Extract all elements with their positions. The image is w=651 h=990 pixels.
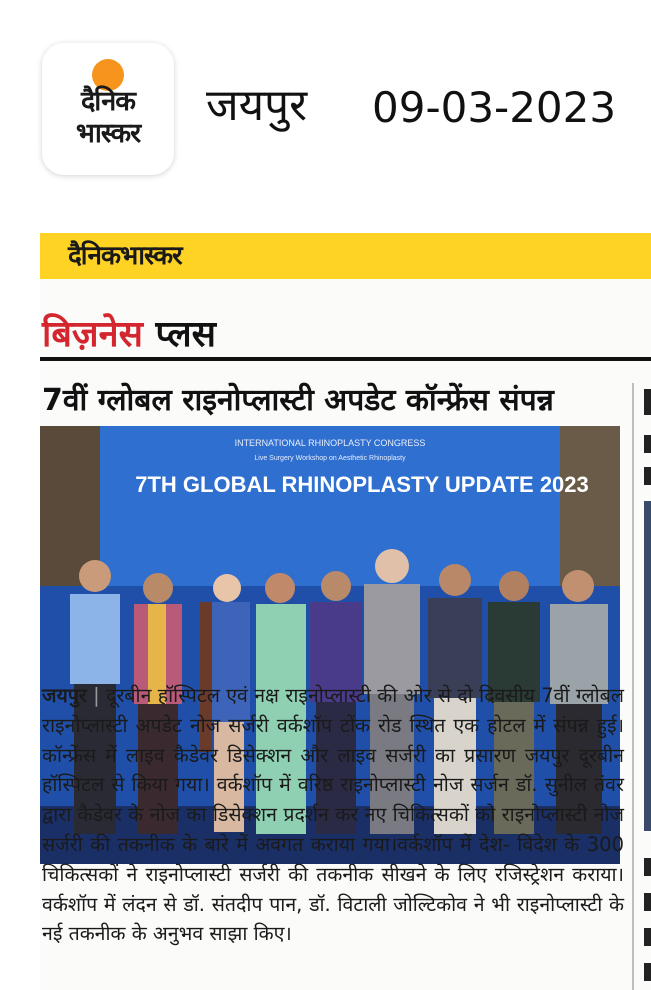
dateline-separator: | <box>86 684 107 707</box>
clipping-header <box>0 0 651 200</box>
article-headline: 7वीं ग्लोबल राइनोप्लास्टी अपडेट कॉन्फ्रेंस संपन्न <box>42 383 554 418</box>
adjacent-column-fragment <box>644 383 651 990</box>
article-body <box>42 681 624 949</box>
masthead-band <box>40 233 651 279</box>
banner-top-text: INTERNATIONAL RHINOPLASTY CONGRESS <box>234 438 426 448</box>
section-rule <box>40 357 651 361</box>
edition-date: 09-03-2023 <box>372 83 617 132</box>
banner-title-text: 7TH GLOBAL RHINOPLASTY UPDATE 2023 <box>135 472 589 497</box>
section-title-red: बिज़नेस <box>42 314 143 355</box>
article-body-text: दूरबीन हॉस्पिटल एवं नक्ष राइनोप्लास्टी की ओर से दो दिवसीय 7वीं ग्लोबल राइनोप्लास्टी अपडेट नोज सर्जरी वर्कशॉप टोंक रोड स्थित एक होटल में संपन्न हुई। कॉन्फ्रेंस में लाइव कैडेवर डिसेक्शन और लाइव सर्जरी का प्रसारण जयपुर दूरबीन हॉस्पिटल से किया गया। वर्कशॉप में वरिष्ठ राइनोप्लास्टी नोज सर्जन डॉ. सुनील तंवर द्वारा कैडेवर के नोज का डिसेक्शन प्रदर्शन कर नए चिकित्सकों को राइनोप्लास्टी नोज सर्जरी की तकनीक के बारे में अवगत कराया गया।वर्कशॉप में देश- विदेश के 300 चिकित्सकों ने राइनोप्लास्टी सर्जरी की तकनीक सीखने के लिए रजिस्ट्रेशन कराया। वर्कशॉप में लंदन से डॉ. संतदीप पान, डॉ. विटाली जोल्टिकोव ने भी राइनोप्लास्टी के नई तकनीक के अनुभव साझा किए। <box>42 684 625 946</box>
article-dateline: जयपुर <box>42 684 87 707</box>
logo-text-line1: दैनिक <box>80 86 136 117</box>
logo-text-line2: भास्कर <box>75 118 141 149</box>
edition-city: जयपुर <box>206 80 308 131</box>
banner-sub-text: Live Surgery Workshop on Aesthetic Rhinoplasty <box>254 455 406 462</box>
event-banner <box>100 426 560 586</box>
masthead-title: दैनिकभास्कर <box>68 241 182 271</box>
dainik-bhaskar-logo <box>42 43 174 175</box>
section-title <box>42 313 216 357</box>
section-title-black: प्लस <box>155 314 216 355</box>
column-divider <box>632 383 634 990</box>
newspaper-clipping <box>40 233 651 990</box>
